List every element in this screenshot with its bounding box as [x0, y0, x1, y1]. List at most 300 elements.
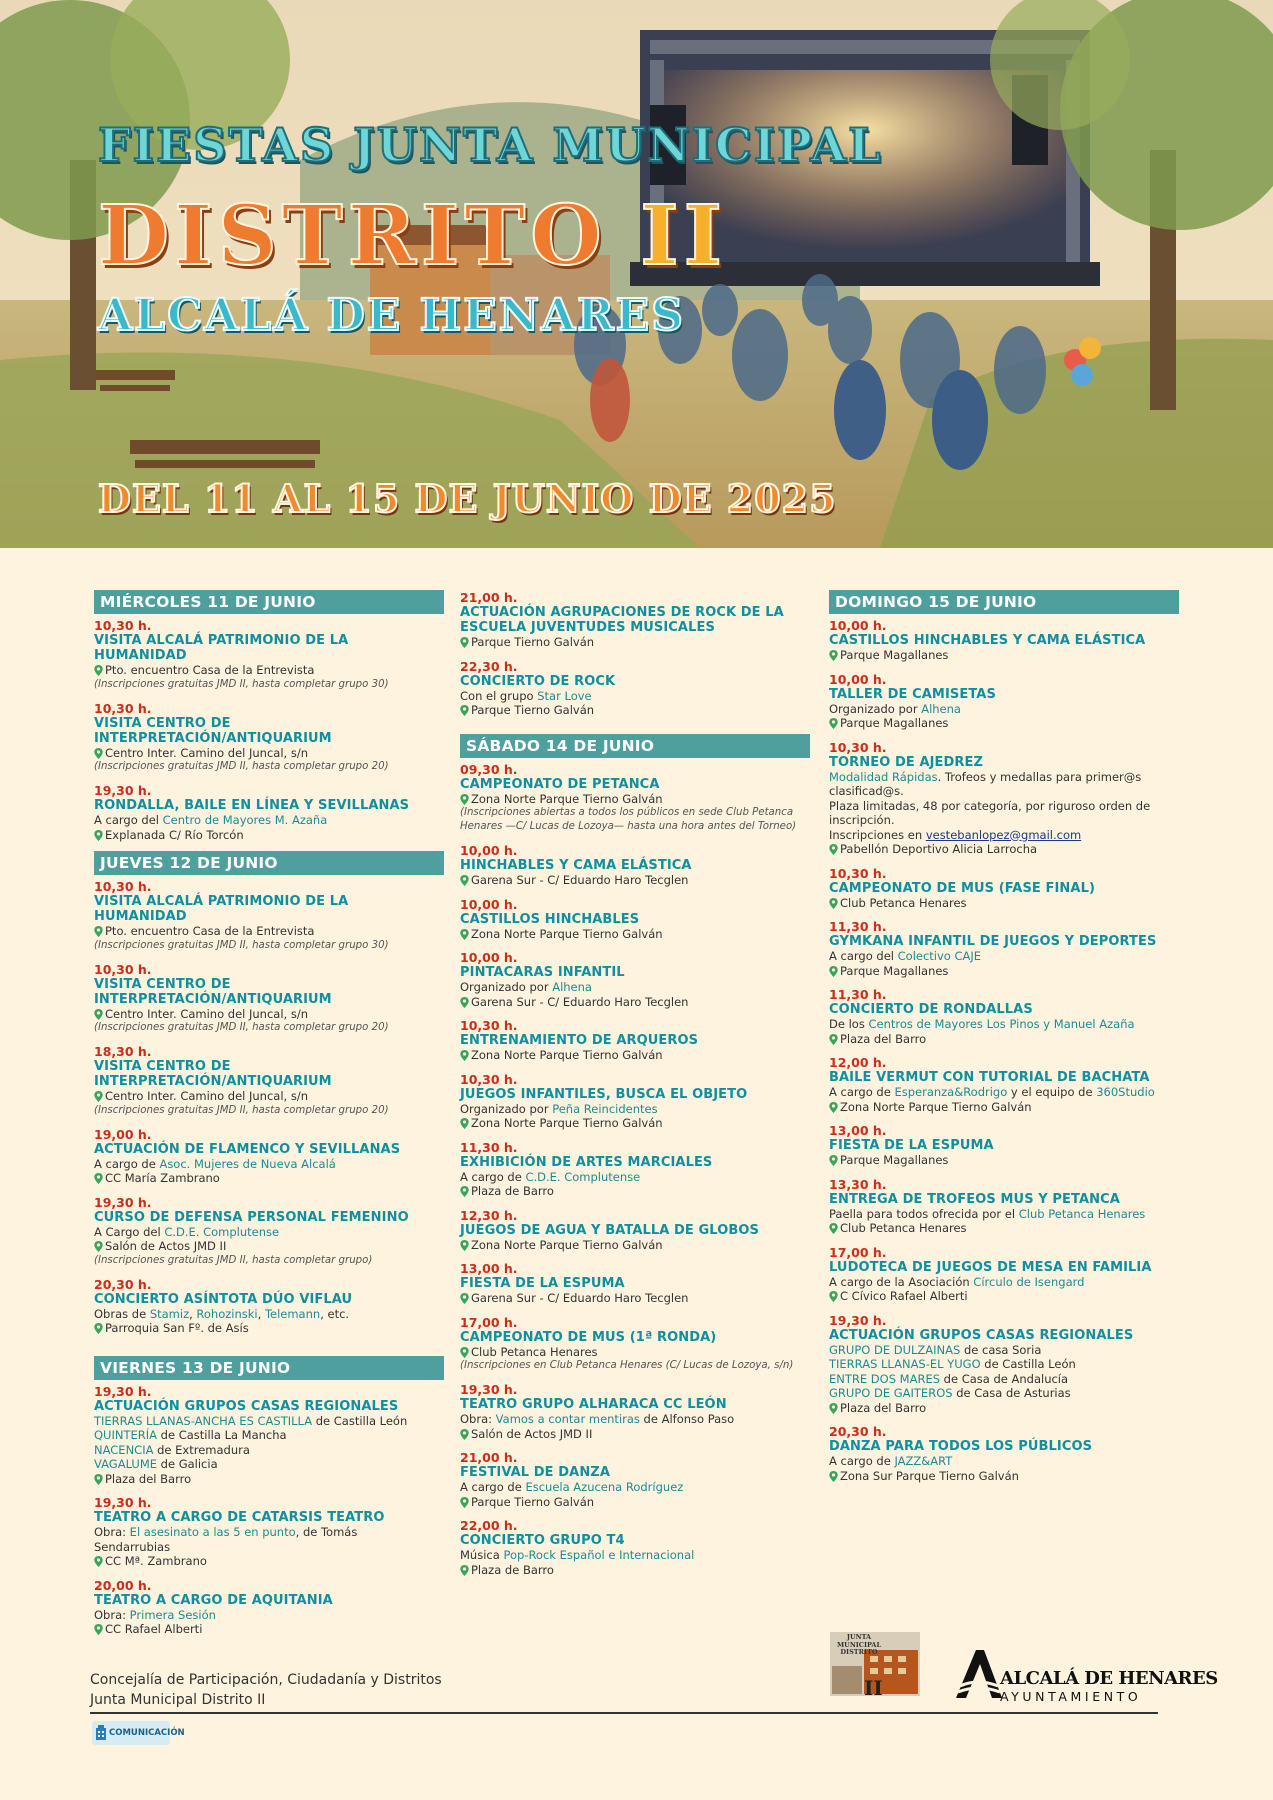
highlight-text: El asesinato a las 5 en punto [129, 1525, 296, 1539]
location-pin-icon [94, 665, 103, 676]
footer-line-1: Concejalía de Participación, Ciudadanía y Distritos [90, 1672, 442, 1688]
location-pin-icon [460, 1347, 469, 1358]
detail-text: de Casa de Asturias [952, 1386, 1071, 1400]
detail-text: A cargo de [829, 1085, 895, 1099]
location-text: CC Mª. Zambrano [105, 1554, 207, 1568]
event-location [829, 896, 1179, 911]
event-name: CONCIERTO DE RONDALLAS [829, 1002, 1033, 1017]
highlight-text: Alhena [921, 701, 961, 716]
highlight-text: Escuela Azucena Rodríguez [525, 1480, 684, 1494]
location-text: Plaza del Barro [105, 1471, 192, 1486]
event-name: CURSO DE DEFENSA PERSONAL FEMENINO [94, 1209, 409, 1225]
event-location [460, 1563, 810, 1578]
location-text: Plaza de Barro [471, 1184, 554, 1198]
highlight-text: Telemann [264, 1306, 321, 1321]
detail-text: Obras de [94, 1306, 150, 1321]
location-pin-icon [94, 748, 103, 759]
location-text: Zona Norte Parque Tierno Galván [471, 1237, 663, 1252]
detail-text: . Trofeos y medallas para primer@s [937, 769, 1142, 784]
event-time: 10,00 h. [460, 843, 518, 858]
event-time: 11,30 h. [829, 919, 887, 934]
detail-text: A cargo del [94, 813, 163, 827]
location-pin-icon [460, 875, 469, 886]
detail-text: y el equipo de [1007, 1085, 1097, 1099]
location-pin-icon [460, 794, 469, 805]
location-pin-icon [829, 1155, 838, 1166]
event-name: TALLER DE CAMISETAS [829, 686, 996, 702]
location-pin-icon [94, 1241, 103, 1252]
event-name: FIESTA DE LA ESPUMA [460, 1276, 625, 1291]
location-pin-icon [829, 718, 838, 729]
event-name: CONCIERTO GRUPO T4 [460, 1533, 625, 1548]
location-pin-icon [94, 926, 103, 937]
event-location [94, 746, 444, 761]
event-item [460, 1072, 810, 1131]
location-pin-icon [460, 1429, 469, 1440]
location-text: Salón de Actos JMD II [105, 1239, 227, 1253]
event-time: 22,30 h. [460, 658, 518, 674]
event-time: 10,30 h. [94, 879, 152, 894]
event-detail [94, 1608, 444, 1623]
event-location [829, 1100, 1179, 1115]
event-name: TEATRO GRUPO ALHARACA CC LEÓN [460, 1397, 727, 1412]
event-name: ACTUACIÓN DE FLAMENCO Y SEVILLANAS [94, 1141, 401, 1157]
event-detail [94, 1414, 444, 1429]
event-time: 20,30 h. [94, 1276, 152, 1292]
location-pin-icon [829, 1034, 838, 1045]
event-item [829, 1313, 1179, 1416]
event-time: 19,30 h. [460, 1382, 518, 1397]
footer-divider [90, 1712, 1158, 1714]
event-detail [829, 1372, 1179, 1387]
event-location [460, 927, 810, 942]
detail-text: , etc. [320, 1306, 350, 1321]
location-text: Parque Magallanes [840, 716, 949, 730]
event-detail [829, 1017, 1179, 1032]
event-name: FESTIVAL DE DANZA [460, 1465, 610, 1480]
event-item [94, 1495, 444, 1569]
event-name: TORNEO DE AJEDREZ [829, 754, 984, 770]
highlight-text: Peña Reincidentes [552, 1101, 658, 1116]
location-pin-icon [829, 1471, 838, 1482]
detail-text: A Cargo del [94, 1224, 165, 1239]
event-detail [94, 1428, 444, 1443]
event-name: TEATRO A CARGO DE AQUITANIA [94, 1592, 333, 1608]
location-pin-icon [94, 1173, 103, 1184]
location-pin-icon [829, 1291, 838, 1302]
event-item [460, 1018, 810, 1063]
event-item [460, 1208, 810, 1253]
event-item [94, 879, 444, 953]
location-pin-icon [94, 1474, 103, 1485]
event-time: 10,30 h. [829, 739, 887, 755]
event-item [460, 1140, 810, 1199]
location-pin-icon [460, 637, 469, 648]
location-text: Zona Norte Parque Tierno Galván [471, 791, 663, 806]
hero-illustration [0, 0, 1273, 548]
event-name: VISITA CENTRO DE INTERPRETACIÓN/ANTIQUARIUM [94, 976, 332, 1007]
event-detail [94, 1457, 444, 1472]
event-detail [829, 784, 1179, 799]
program-column-1 [94, 590, 444, 1646]
location-pin-icon [829, 898, 838, 909]
location-pin-icon [829, 1223, 838, 1234]
event-item [94, 1578, 444, 1637]
location-pin-icon [460, 929, 469, 940]
event-item [829, 987, 1179, 1046]
event-location [829, 1221, 1179, 1236]
event-detail [94, 813, 444, 828]
highlight-text: VAGALUME [94, 1457, 158, 1471]
location-pin-icon [829, 650, 838, 661]
event-detail [94, 1225, 444, 1240]
event-item [94, 783, 444, 842]
detail-text: , de Tomás [295, 1525, 358, 1539]
event-detail [94, 1157, 444, 1172]
detail-text: de Castilla León [980, 1357, 1076, 1371]
title-line-2 [98, 188, 727, 284]
highlight-text: Rohozinski [196, 1306, 258, 1321]
detail-text: A cargo del [829, 949, 898, 963]
building-icon [95, 1724, 107, 1741]
event-time: 21,00 h. [460, 1450, 518, 1465]
location-text: CC Rafael Alberti [105, 1622, 203, 1636]
highlight-text: Centros de Mayores Los Pinos y Manuel Azaña [868, 1017, 1135, 1031]
location-text: Parque Magallanes [840, 648, 949, 662]
location-pin-icon [460, 997, 469, 1008]
location-text: Garena Sur - C/ Eduardo Haro Tecglen [471, 873, 689, 887]
location-text: Club Petanca Henares [840, 895, 967, 910]
detail-text: Paella para todos ofrecida por el [829, 1206, 1019, 1221]
event-name: JUEGOS DE AGUA Y BATALLA DE GLOBOS [460, 1222, 759, 1238]
highlight-text: 360Studio [1096, 1085, 1155, 1099]
location-text: Parque Tierno Galván [471, 635, 595, 649]
event-item [460, 659, 810, 718]
event-item [460, 897, 810, 942]
event-detail [460, 1480, 810, 1495]
comunicacion-badge [92, 1721, 185, 1745]
highlight-text: Club Petanca Henares [1018, 1206, 1146, 1221]
location-pin-icon [94, 830, 103, 841]
event-name: DANZA PARA TODOS LOS PÚBLICOS [829, 1439, 1093, 1454]
event-note: (Inscripciones en Club Petanca Henares (C/ Lucas de Lozoya, s/n) [460, 1360, 794, 1371]
detail-text: Organizado por [460, 1101, 553, 1116]
ayuntamiento-name: ALCALÁ DE HENARES [1000, 1668, 1218, 1689]
event-location [460, 1291, 810, 1306]
day-header: VIERNES 13 DE JUNIO [94, 1356, 444, 1380]
detail-text: clasificad@s. [829, 784, 904, 798]
event-location [829, 842, 1179, 857]
event-name: RONDALLA, BAILE EN LÍNEA Y SEVILLANAS [94, 798, 410, 813]
event-detail [829, 1207, 1179, 1222]
event-note: (Inscripciones gratuitas JMD II, hasta completar grupo 30) [94, 678, 389, 690]
event-note: (Inscripciones gratuitas JMD II, hasta completar grupo 20) [94, 761, 389, 772]
event-item [460, 1382, 810, 1441]
highlight-text: ENTRE DOS MARES [829, 1371, 941, 1386]
event-name: EXHIBICIÓN DE ARTES MARCIALES [460, 1154, 713, 1170]
title-dates: DEL 11 AL 15 DE JUNIO DE 2025 [98, 476, 837, 521]
location-text: Zona Norte Parque Tierno Galván [840, 1099, 1032, 1114]
detail-text: Organizado por [829, 701, 922, 716]
footer-credits [90, 1670, 442, 1710]
event-name: CONCIERTO DE ROCK [460, 673, 616, 689]
day-header: MIÉRCOLES 11 DE JUNIO [94, 590, 444, 614]
event-time: 17,00 h. [460, 1314, 518, 1330]
detail-text: Organizado por [460, 980, 553, 994]
event-time: 11,30 h. [460, 1139, 518, 1155]
event-location [460, 1238, 810, 1253]
detail-text: Inscripciones en [829, 827, 926, 842]
event-name: ACTUACIÓN GRUPOS CASAS REGIONALES [94, 1398, 399, 1414]
location-text: Plaza de Barro [471, 1562, 554, 1577]
event-note: (Inscripciones gratuitas JMD II, hasta completar grupo 20) [94, 1104, 389, 1116]
location-text: Centro Inter. Camino del Juncal, s/n [105, 1089, 308, 1103]
event-detail [829, 702, 1179, 717]
event-location [460, 995, 810, 1010]
event-name: TEATRO A CARGO DE CATARSIS TEATRO [94, 1510, 385, 1525]
highlight-text: C.D.E. Complutense [525, 1169, 641, 1184]
event-item [829, 919, 1179, 978]
event-detail [829, 1085, 1179, 1100]
event-location [460, 703, 810, 718]
event-item [460, 950, 810, 1009]
event-item [94, 618, 444, 692]
event-note: (Inscripciones abiertas a todos los públicos en sede Club Petanca Henares —C/ Lucas de Lozoya— hasta una hora antes del Torneo) [460, 807, 797, 832]
event-item [829, 1424, 1179, 1483]
event-item [94, 701, 444, 775]
event-time: 21,00 h. [460, 590, 518, 605]
event-time: 19,30 h. [829, 1312, 887, 1328]
event-time: 09,30 h. [460, 761, 518, 777]
event-item [460, 762, 810, 835]
location-text: Pabellón Deportivo Alicia Larrocha [840, 842, 1038, 856]
event-detail [829, 770, 1179, 785]
event-time: 10,00 h. [460, 950, 518, 965]
event-detail [94, 1540, 444, 1555]
location-text: Parque Magallanes [840, 1153, 949, 1167]
event-detail [829, 949, 1179, 964]
event-note: (Inscripciones gratuitas JMD II, hasta completar grupo) [94, 1254, 373, 1266]
event-location [829, 1289, 1179, 1304]
event-item [94, 1044, 444, 1118]
event-detail [829, 1357, 1179, 1372]
location-text: Garena Sur - C/ Eduardo Haro Tecglen [471, 994, 689, 1009]
event-time: 10,00 h. [829, 618, 887, 633]
detail-text: de Galicia [157, 1457, 218, 1471]
event-detail [94, 1307, 444, 1322]
location-text: Club Petanca Henares [471, 1344, 598, 1359]
detail-text: Obra: [460, 1412, 496, 1426]
location-text: Parroquia San Fº. de Asís [105, 1321, 249, 1335]
event-location [460, 1495, 810, 1510]
event-time: 12,00 h. [829, 1055, 887, 1070]
event-time: 10,30 h. [460, 1071, 518, 1087]
event-name: GYMKANA INFANTIL DE JUEGOS Y DEPORTES [829, 934, 1157, 949]
event-location [94, 663, 444, 678]
event-location [460, 1048, 810, 1063]
event-time: 19,30 h. [94, 1495, 152, 1510]
event-time: 13,30 h. [829, 1176, 887, 1192]
event-time: 11,30 h. [829, 987, 887, 1002]
location-text: Zona Norte Parque Tierno Galván [471, 1116, 663, 1130]
ayuntamiento-a-logo [952, 1648, 1004, 1700]
location-pin-icon [460, 1565, 469, 1576]
event-item [460, 843, 810, 888]
event-location [829, 1401, 1179, 1416]
event-detail [460, 1170, 810, 1185]
detail-text: de Extremadura [153, 1442, 250, 1457]
event-name: FIESTA DE LA ESPUMA [829, 1138, 994, 1153]
detail-text: Sendarrubias [94, 1539, 171, 1554]
highlight-text: C.D.E. Complutense [164, 1224, 280, 1239]
detail-text: Obra: [94, 1607, 130, 1622]
event-detail [460, 980, 810, 995]
location-text: Pto. encuentro Casa de la Entrevista [105, 924, 315, 938]
detail-text: Música [460, 1548, 504, 1562]
event-time: 13,00 h. [460, 1261, 518, 1276]
event-time: 10,30 h. [94, 618, 152, 633]
event-item [460, 1261, 810, 1306]
location-text: Centro Inter. Camino del Juncal, s/n [105, 1006, 308, 1021]
event-location [94, 1472, 444, 1487]
location-pin-icon [460, 705, 469, 716]
highlight-text: Modalidad Rápidas [829, 769, 938, 784]
title-district: DISTRITO [98, 188, 641, 284]
title-roman-numeral: II [640, 188, 727, 284]
event-time: 20,00 h. [94, 1577, 152, 1593]
event-name: VISITA CENTRO DE INTERPRETACIÓN/ANTIQUARIUM [94, 1059, 332, 1089]
jmd-logo-number: II [864, 1676, 883, 1700]
event-item [460, 1315, 810, 1374]
event-name: VISITA CENTRO DE INTERPRETACIÓN/ANTIQUARIUM [94, 715, 332, 746]
event-detail [460, 1548, 810, 1563]
highlight-text: Vamos a contar mentiras [495, 1412, 640, 1426]
ayuntamiento-subtitle: AYUNTAMIENTO [1000, 1689, 1142, 1704]
event-detail [460, 1412, 810, 1427]
detail-text: A cargo de [829, 1454, 895, 1468]
event-location [94, 1089, 444, 1104]
location-pin-icon [460, 1240, 469, 1251]
highlight-text: TIERRAS LLANAS-EL YUGO [829, 1357, 981, 1371]
detail-text: inscripción. [829, 813, 895, 827]
highlight-text: GRUPO DE DULZAINAS [829, 1342, 961, 1357]
event-detail [829, 1343, 1179, 1358]
event-time: 10,30 h. [460, 1018, 518, 1033]
location-pin-icon [94, 1009, 103, 1020]
event-item [94, 962, 444, 1036]
event-detail [94, 1443, 444, 1458]
event-item [94, 1277, 444, 1336]
detail-text: Plaza limitadas, 48 por categoría, por riguroso orden de [829, 798, 1151, 813]
event-name: VISITA ALCALÁ PATRIMONIO DE LA HUMANIDAD [94, 633, 349, 663]
event-item [829, 1177, 1179, 1236]
highlight-text: Círculo de Isengard [973, 1274, 1085, 1289]
event-item [460, 1518, 810, 1577]
event-time: 22,00 h. [460, 1518, 518, 1533]
event-detail [460, 689, 810, 704]
event-time: 19,30 h. [94, 1383, 152, 1399]
comunicacion-label: COMUNICACIÓN [109, 1728, 185, 1738]
event-detail [829, 1454, 1179, 1469]
highlight-text: Colectivo CAJE [897, 949, 982, 963]
highlight-text: Star Love [537, 688, 592, 703]
event-location [94, 1321, 444, 1336]
location-text: Zona Norte Parque Tierno Galván [471, 1048, 663, 1062]
day-header: DOMINGO 15 DE JUNIO [829, 590, 1179, 614]
event-location [94, 924, 444, 939]
day-header: JUEVES 12 DE JUNIO [94, 851, 444, 875]
event-detail [829, 813, 1179, 828]
location-text: Zona Norte Parque Tierno Galván [471, 926, 663, 941]
title-line-1: FIESTAS JUNTA MUNICIPAL [98, 118, 883, 172]
highlight-text: Primera Sesión [129, 1607, 216, 1622]
event-item [829, 1245, 1179, 1304]
event-location [460, 1345, 810, 1360]
event-location [829, 964, 1179, 979]
event-name: ACTUACIÓN AGRUPACIONES DE ROCK DE LA ESCUELA JUVENTUDES MUSICALES [460, 605, 784, 635]
event-item [94, 1195, 444, 1268]
detail-text: De los [829, 1017, 869, 1031]
event-time: 19,30 h. [94, 1194, 152, 1210]
location-pin-icon [460, 1186, 469, 1197]
detail-text: , [189, 1306, 197, 1321]
highlight-text: TIERRAS LLANAS-ANCHA ES CASTILLA [94, 1413, 313, 1428]
event-name: CAMPEONATO DE PETANCA [460, 776, 660, 792]
location-text: Centro Inter. Camino del Juncal, s/n [105, 745, 308, 760]
event-time: 19,00 h. [94, 1126, 152, 1142]
event-time: 10,00 h. [829, 671, 887, 687]
location-pin-icon [829, 1403, 838, 1414]
location-text: Club Petanca Henares [840, 1221, 967, 1235]
event-item [829, 740, 1179, 857]
event-time: 20,30 h. [829, 1424, 887, 1439]
highlight-text: Pop-Rock Español e Internacional [503, 1548, 695, 1562]
event-name: LUDOTECA DE JUEGOS DE MESA EN FAMILIA [829, 1259, 1152, 1275]
event-time: 13,00 h. [829, 1123, 887, 1138]
location-pin-icon [829, 844, 838, 855]
event-name: PINTACARAS INFANTIL [460, 965, 625, 980]
location-text: Plaza del Barro [840, 1400, 927, 1415]
event-name: ENTREGA DE TROFEOS MUS Y PETANCA [829, 1191, 1120, 1207]
event-name: VISITA ALCALÁ PATRIMONIO DE LA HUMANIDAD [94, 894, 349, 924]
location-text: Zona Sur Parque Tierno Galván [840, 1468, 1019, 1483]
event-detail [829, 1386, 1179, 1401]
email-address: vestebanlopez@gmail.com [925, 827, 1082, 842]
location-text: Plaza del Barro [840, 1031, 927, 1046]
highlight-text: JAZZ&ART [894, 1454, 953, 1468]
detail-text: A cargo de [460, 1169, 526, 1184]
highlight-text: Esperanza&Rodrigo [894, 1085, 1008, 1099]
program-column-2 [460, 590, 810, 1586]
location-text: Parque Tierno Galván [471, 1494, 595, 1509]
title-city: ALCALÁ DE HENARES [98, 290, 685, 341]
location-pin-icon [94, 1091, 103, 1102]
event-location [460, 792, 810, 807]
event-detail [460, 1102, 810, 1117]
jmd-logo-text: JUNTA MUNICIPAL DISTRITO [836, 1633, 882, 1656]
highlight-text: Centro de Mayores M. Azaña [162, 813, 328, 827]
location-pin-icon [94, 1624, 103, 1635]
highlight-text: QUINTERÍA [94, 1428, 158, 1442]
event-item [829, 866, 1179, 911]
detail-text: de Alfonso Paso [639, 1412, 735, 1426]
day-header: SÁBADO 14 DE JUNIO [460, 734, 810, 758]
event-time: 18,30 h. [94, 1044, 152, 1059]
event-location [94, 1622, 444, 1637]
location-pin-icon [460, 1118, 469, 1129]
event-location [829, 1469, 1179, 1484]
event-location [94, 1554, 444, 1569]
